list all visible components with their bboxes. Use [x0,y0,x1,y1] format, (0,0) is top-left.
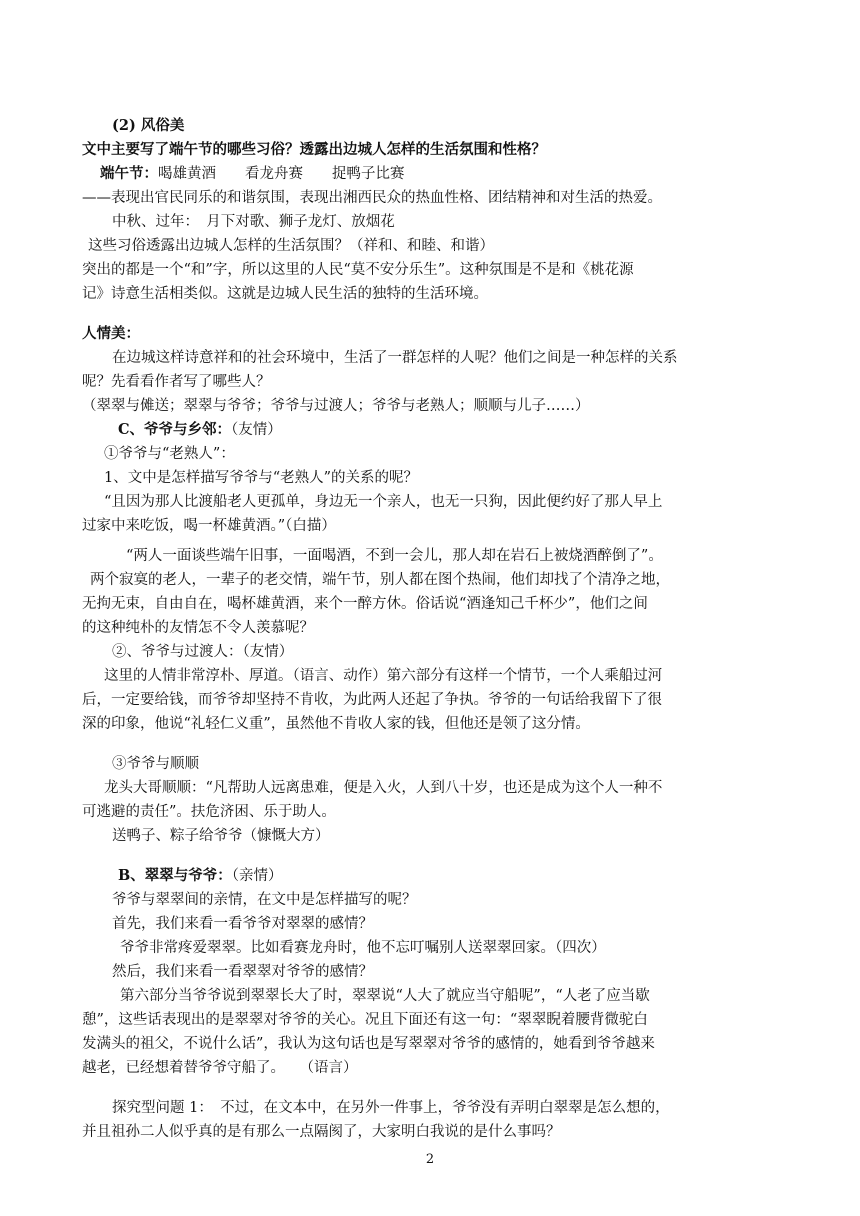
exploration-question-line-2: 并且祖孙二人似乎真的是有那么一点隔阂了，大家明白我说的是什么事吗？ [82,1124,561,1140]
exploration-question-line-1: 探究型问题 1： 不过，在文本中，在另外一件事上，爷爷没有弄明白翠翠是怎么想的， [112,1100,670,1116]
item-3-shunshun: ③爷爷与顺顺 [112,756,199,772]
quote-2: “两人一面谈些端午旧事，一面喝酒，不到一会儿，那人却在岩石上被烧酒醉倒了”。 [126,548,663,564]
intro-paragraph-line-2: 呢？先看看作者写了哪些人？ [82,374,271,390]
ferry-paragraph-line-3: 深的印象，他说“礼轻仁义重”，虽然他不肯收人家的钱，但他还是领了这分情。 [82,716,590,732]
harmony-paragraph-line-2: 记》诗意生活相类似。这就是边城人民生活的独特的生活环境。 [82,286,488,302]
mid-autumn-new-year-customs: 中秋、过年： 月下对歌、狮子龙灯、放烟花 [112,214,395,230]
subsection-c-title: C、爷爷与乡邻： [118,421,232,438]
section-heading-folk-beauty: (2) 风俗美 [112,117,185,134]
subsection-b-heading [118,864,283,888]
lonely-elders-line-1: 两个寂寞的老人，一辈子的老交情，端午节，别人都在图个热闹，他们却找了个清净之地， [90,572,670,588]
family-question: 爷爷与翠翠间的亲情，在文中是怎样描写的呢？ [112,892,417,908]
ferry-paragraph-line-1: 这里的人情非常淳朴、厚道。（语言、动作）第六部分有这样一个情节，一个人乘船过河 [104,668,663,684]
part-six-line-3: 发满头的祖父，不说什么话”，我认为这句话也是写翠翠对爷爷的感情的，她看到爷爷越来 [82,1036,655,1052]
part-six-line-2: 憩”，这些话表现出的是翠翠对爷爷的关心。况且下面还有这一句：“翠翠睨着腰背微驼白 [82,1012,648,1028]
intro-paragraph-line-1: 在边城这样诗意祥和的社会环境中，生活了一群怎样的人呢？他们之间是一种怎样的关系 [112,350,678,366]
atmosphere-question: 这些习俗透露出边城人怎样的生活氛围？（祥和、和睦、和谐） [88,238,494,254]
shunshun-quote-line-2: 可逃避的责任”。扶危济困、乐于助人。 [82,804,336,820]
dragon-boat-customs: 喝雄黄酒 看龙舟赛 捉鸭子比赛 [158,166,405,182]
item-1-old-acquaintance: ①爷爷与“老熟人”： [104,446,235,462]
section-heading-human-beauty: 人情美： [82,325,140,342]
question-old-acquaintance: 1、文中是怎样描写爷爷与“老熟人”的关系的呢？ [104,470,419,486]
subsection-c-note: （友情） [231,422,282,438]
ferry-paragraph-line-2: 后，一定要给钱，而爷爷却坚持不肯收，为此两人还起了争执。爷爷的一句话给我留下了很 [82,692,662,708]
then-question: 然后，我们来看一看翠翠对爷爷的感情？ [112,964,373,980]
shunshun-quote-line-1: 龙头大哥顺顺：“凡帮助人远离患难，便是入火，人到八十岁，也还是成为这个人一种不 [104,780,663,796]
lonely-elders-line-3: 的这种纯朴的友情怎不令人羡慕呢？ [82,620,314,636]
part-six-line-4: 越老，已经想着替爷爷守船了。 （语言） [82,1060,358,1076]
dragon-boat-festival-line [100,162,405,186]
first-question: 首先，我们来看一看爷爷对翠翠的感情？ [112,916,373,932]
gift-line: 送鸭子、粽子给爷爷（慷慨大方） [112,828,330,844]
subsection-c-heading [118,418,282,442]
quote-1-line-1: “且因为那人比渡船老人更孤单，身边无一个亲人，也无一只狗，因此便约好了那人早上 [104,494,663,510]
harmony-paragraph-line-1: 突出的都是一个“和”字，所以这里的人民“莫不安分乐生”。这种氛围是不是和《桃花源 [82,262,634,278]
subsection-b-note: （亲情） [231,868,283,884]
subsection-b-title: B、翠翠与爷爷： [118,867,232,884]
item-2-ferry-passenger: ②、爷爷与过渡人：（友情） [112,644,294,660]
quote-1-line-2: 过家中来吃饭，喝一杯雄黄酒。”（白描） [82,518,336,534]
dragon-boat-label: 端午节： [100,165,158,182]
dragon-boat-meaning: ——表现出官民同乐的和谐氛围，表现出湘西民众的热血性格、团结精神和对生活的热爱。 [82,190,662,206]
question-dragon-boat-customs: 文中主要写了端午节的哪些习俗？透露出边城人怎样的生活氛围和性格？ [82,141,546,158]
character-pairs-list: （翠翠与傩送；翠翠与爷爷；爷爷与过渡人；爷爷与老熟人；顺顺与儿子……） [82,398,590,414]
page-number: 2 [425,1152,435,1167]
part-six-line-1: 第六部分当爷爷说到翠翠长大了时，翠翠说“人大了就应当守船呢”，“人老了应当歇 [120,988,650,1004]
grandpa-love-line: 爷爷非常疼爱翠翠。比如看赛龙舟时，他不忘叮嘱别人送翠翠回家。（四次） [120,940,606,956]
lonely-elders-line-2: 无拘无束，自由自在，喝杯雄黄酒，来个一醉方休。俗话说“酒逢知己千杯少”，他们之间 [82,596,648,612]
